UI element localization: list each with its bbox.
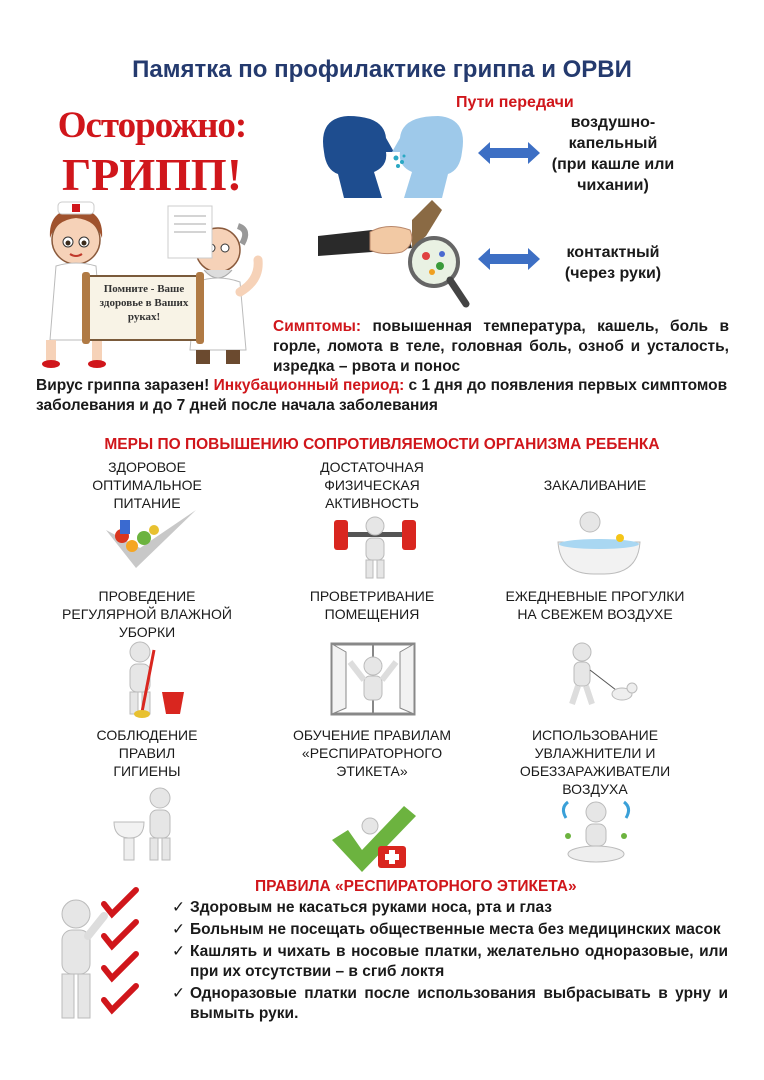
sneeze-heads-icon <box>318 112 468 202</box>
measure-line: НА СВЕЖЕМ ВОЗДУХЕ <box>517 606 673 622</box>
airborne-line-1: воздушно- <box>570 114 656 131</box>
measure-hardening-label <box>480 476 710 494</box>
measure-cleaning-label <box>32 587 262 641</box>
virus-contagious-text: Вирус гриппа заразен! <box>36 377 214 394</box>
rule-text: Одноразовые платки после использования выбрасывать в урну и вымыть руки. <box>190 985 728 1022</box>
measure-line: ПРАВИЛ <box>118 745 176 761</box>
incubation-text: с 1 дня до появления первых симптомов заболевания и до 7 дней после начала заболевания <box>36 377 728 414</box>
checkmark-icon: ✓ <box>172 985 185 1002</box>
rule-text: Здоровым не касаться руками носа, рта и глаз <box>190 899 552 916</box>
incubation-block <box>36 376 736 416</box>
measure-hygiene-label <box>32 726 262 780</box>
checkmark-firstaid-icon <box>330 800 420 876</box>
checkmark-icon: ✓ <box>172 943 185 960</box>
measure-line: «РЕСПИРАТОРНОГО <box>301 745 443 761</box>
measure-line: ОПТИМАЛЬНОЕ <box>92 477 202 493</box>
contact-line-1: контактный <box>566 244 660 261</box>
measure-line: ЗАКАЛИВАНИЕ <box>543 477 647 493</box>
airborne-line-2: капельный <box>568 135 658 152</box>
checkmark-icon: ✓ <box>172 899 185 916</box>
measure-nutrition-label <box>32 458 262 512</box>
airborne-label <box>538 112 688 196</box>
cleaning-figure-icon <box>112 640 192 720</box>
measure-line: УБОРКИ <box>118 624 176 640</box>
healthy-food-icon <box>100 508 200 578</box>
list-item <box>172 984 728 1024</box>
arrow-airborne-icon <box>478 142 540 164</box>
measure-activity-label <box>257 458 487 512</box>
rules-title: ПРАВИЛА «РЕСПИРАТОРНОГО ЭТИКЕТА» <box>255 878 577 895</box>
measure-line: ВОЗДУХА <box>562 781 628 797</box>
incubation-label: Инкубационный период: <box>213 377 405 394</box>
handshake-magnifier-icon <box>316 200 476 310</box>
list-item <box>172 920 728 940</box>
figure-with-checkmarks-icon <box>40 886 150 1036</box>
measure-line: ОБУЧЕНИЕ ПРАВИЛАМ <box>292 727 452 743</box>
transmission-title: Пути передачи <box>456 94 574 111</box>
rules-list <box>172 898 728 1026</box>
caution-line-1: Осторожно: <box>57 105 247 146</box>
measure-line: ФИЗИЧЕСКАЯ <box>324 477 420 493</box>
measure-etiquette-training-label <box>257 726 487 780</box>
measure-line: РЕГУЛЯРНОЙ ВЛАЖНОЙ <box>62 606 232 622</box>
measure-line: ОБЕЗЗАРАЖИВАТЕЛИ <box>519 763 671 779</box>
dumbbell-figure-icon <box>330 510 420 580</box>
airborne-line-4: чихании) <box>577 177 649 194</box>
measure-line: ДОСТАТОЧНАЯ <box>320 459 424 475</box>
measure-line: ПРОВЕТРИВАНИЕ <box>309 588 435 604</box>
caution-poster <box>36 104 268 366</box>
bathtub-figure-icon <box>554 508 644 578</box>
measure-line: ЗДОРОВОЕ <box>108 459 186 475</box>
measure-line: ЕЖЕДНЕВНЫЕ ПРОГУЛКИ <box>505 588 685 604</box>
symptoms-label: Симптомы: <box>273 318 362 335</box>
page-title: Памятка по профилактике гриппа и ОРВИ <box>132 56 632 83</box>
walking-dog-icon <box>560 640 640 710</box>
measure-humidifiers-label <box>480 726 710 798</box>
measure-line: ПИТАНИЕ <box>113 495 181 511</box>
symptoms-text: повышенная температура, кашель, боль в горле, ломота в теле, головная боль, озноб и усталость, изредка – рвота и понос <box>273 318 729 375</box>
rule-text: Кашлять и чихать в носовые платки, желательно одноразовые, или при их отсутствии – в сгиб локтя <box>190 943 728 980</box>
measure-line: АКТИВНОСТЬ <box>325 495 419 511</box>
list-item <box>172 942 728 982</box>
arrow-contact-icon <box>478 248 540 270</box>
checkmark-icon: ✓ <box>172 921 185 938</box>
measure-line: УВЛАЖНИТЕЛИ И <box>534 745 656 761</box>
window-figure-icon <box>328 640 418 720</box>
caution-line-2: ГРИПП! <box>61 149 243 200</box>
measure-line: СОБЛЮДЕНИЕ <box>96 727 198 743</box>
rule-text: Больным не посещать общественные места без медицинских масок <box>190 921 721 938</box>
measures-title: МЕРЫ ПО ПОВЫШЕНИЮ СОПРОТИВЛЯЕМОСТИ ОРГАНИЗМА РЕБЕНКА <box>104 436 660 453</box>
measure-walks-label <box>480 587 710 623</box>
poster-banner-text: Помните - Ваше здоровье в Ваших руках! <box>99 283 189 323</box>
contact-label <box>538 242 688 284</box>
airborne-line-3: (при кашле или <box>551 156 675 173</box>
contact-line-2: (через руки) <box>564 265 662 282</box>
symptoms-block <box>273 317 729 377</box>
list-item <box>172 898 728 918</box>
measure-line: ПОМЕЩЕНИЯ <box>324 606 420 622</box>
measure-line: ИСПОЛЬЗОВАНИЕ <box>531 727 659 743</box>
measure-line: ГИГИЕНЫ <box>113 763 181 779</box>
measure-ventilation-label <box>257 587 487 623</box>
washbasin-figure-icon <box>110 786 190 862</box>
measure-line: ЭТИКЕТА» <box>336 763 408 779</box>
measure-line: ПРОВЕДЕНИЕ <box>98 588 196 604</box>
humidifier-figure-icon <box>556 798 636 868</box>
